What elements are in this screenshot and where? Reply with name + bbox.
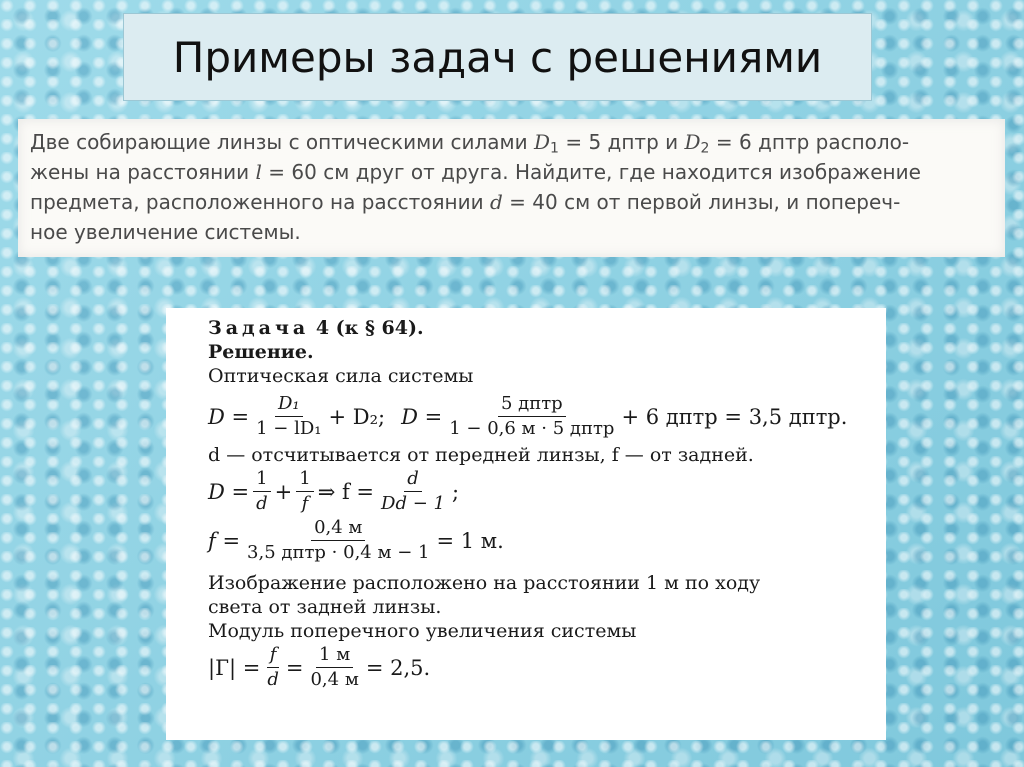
fraction (264, 643, 282, 692)
problem-statement (30, 127, 995, 247)
fraction (244, 516, 432, 565)
variable-d2: D (684, 130, 701, 154)
problem-line-1 (30, 127, 995, 157)
formula-term: + (274, 479, 293, 504)
numerator: 1 (253, 467, 270, 492)
problem-text-segment: жены на расстоянии (30, 160, 256, 184)
formula-system-power (208, 392, 878, 441)
formula-lhs: D = (208, 404, 250, 429)
formula-term: ; (451, 479, 460, 504)
solution-box (166, 308, 886, 740)
numerator: D₁ (275, 392, 303, 417)
formula-term: = (285, 655, 304, 680)
fraction (253, 392, 324, 441)
solution-heading: Решение. (208, 341, 314, 363)
formula-lhs: |Г| = (208, 655, 261, 680)
numerator: f (267, 643, 280, 668)
problem-line-3 (30, 187, 995, 217)
denominator: d (267, 669, 279, 690)
formula-image-distance (208, 516, 878, 565)
variable-d: d (490, 190, 503, 214)
subscript: 1 (550, 140, 559, 157)
fraction (253, 467, 271, 516)
formula-result: + 6 дптр = 3,5 дптр. (621, 404, 848, 429)
numerator: 0,4 м (311, 516, 365, 541)
subscript: 2 (700, 140, 710, 157)
denominator: 1 − 0,6 м · 5 дптр (449, 418, 615, 439)
image-location-text-2: света от задней линзы. (208, 596, 442, 618)
denominator: d (256, 493, 268, 514)
problem-text-segment: = 60 см друг от друга. Найдите, где находится изображение (261, 160, 921, 184)
fraction (446, 392, 617, 441)
numerator: 1 м (316, 643, 353, 668)
distance-definition-text: d — отсчитывается от передней линзы, f — от задней. (208, 444, 754, 466)
formula-lhs: D = (401, 404, 443, 429)
denominator: 0,4 м (310, 669, 359, 690)
denominator: Dd − 1 (381, 493, 445, 514)
formula-lens-equation (208, 467, 878, 516)
solution-content (208, 316, 878, 692)
slide-title-box (123, 13, 872, 101)
denominator: f (301, 493, 309, 514)
problem-text-segment: = 6 дптр располо- (709, 130, 910, 154)
magnification-text: Модуль поперечного увеличения системы (208, 620, 637, 642)
formula-term: + D₂; (328, 404, 386, 429)
problem-line-2 (30, 157, 995, 187)
fraction (296, 467, 313, 516)
numerator: d (404, 467, 422, 492)
formula-lhs: f = (208, 528, 241, 553)
denominator: 3,5 дптр · 0,4 м − 1 (247, 542, 430, 563)
formula-result: = 2,5. (365, 655, 431, 680)
task-heading (208, 316, 878, 340)
formula-magnification (208, 643, 878, 692)
formula-term: ⇒ f = (317, 479, 375, 504)
problem-text-segment: предмета, расположенного на расстоянии (30, 190, 490, 214)
numerator: 1 (296, 467, 313, 492)
slide-title: Примеры задач с решениями (172, 32, 823, 82)
denominator: 1 − lD₁ (256, 418, 322, 439)
task-label: Задача (208, 317, 310, 339)
problem-text-segment: Две собирающие линзы с оптическими силами (30, 130, 534, 154)
problem-line-4: ное увеличение системы. (30, 220, 301, 244)
image-location-text-1: Изображение расположено на расстоянии 1 м по ходу (208, 572, 761, 594)
variable-d1: D (534, 130, 551, 154)
problem-text-segment: = 5 дптр и (558, 130, 685, 154)
formula-result: = 1 м. (436, 528, 504, 553)
numerator: 5 дптр (498, 392, 566, 417)
optical-power-text: Оптическая сила системы (208, 365, 474, 387)
task-reference: 4 (к § 64). (309, 317, 424, 339)
fraction (378, 467, 448, 516)
problem-text-segment: = 40 см от первой линзы, и попереч- (502, 190, 901, 214)
formula-lhs: D = (208, 479, 250, 504)
variable-l: l (255, 160, 262, 184)
fraction (307, 643, 361, 692)
problem-statement-box (18, 119, 1005, 257)
